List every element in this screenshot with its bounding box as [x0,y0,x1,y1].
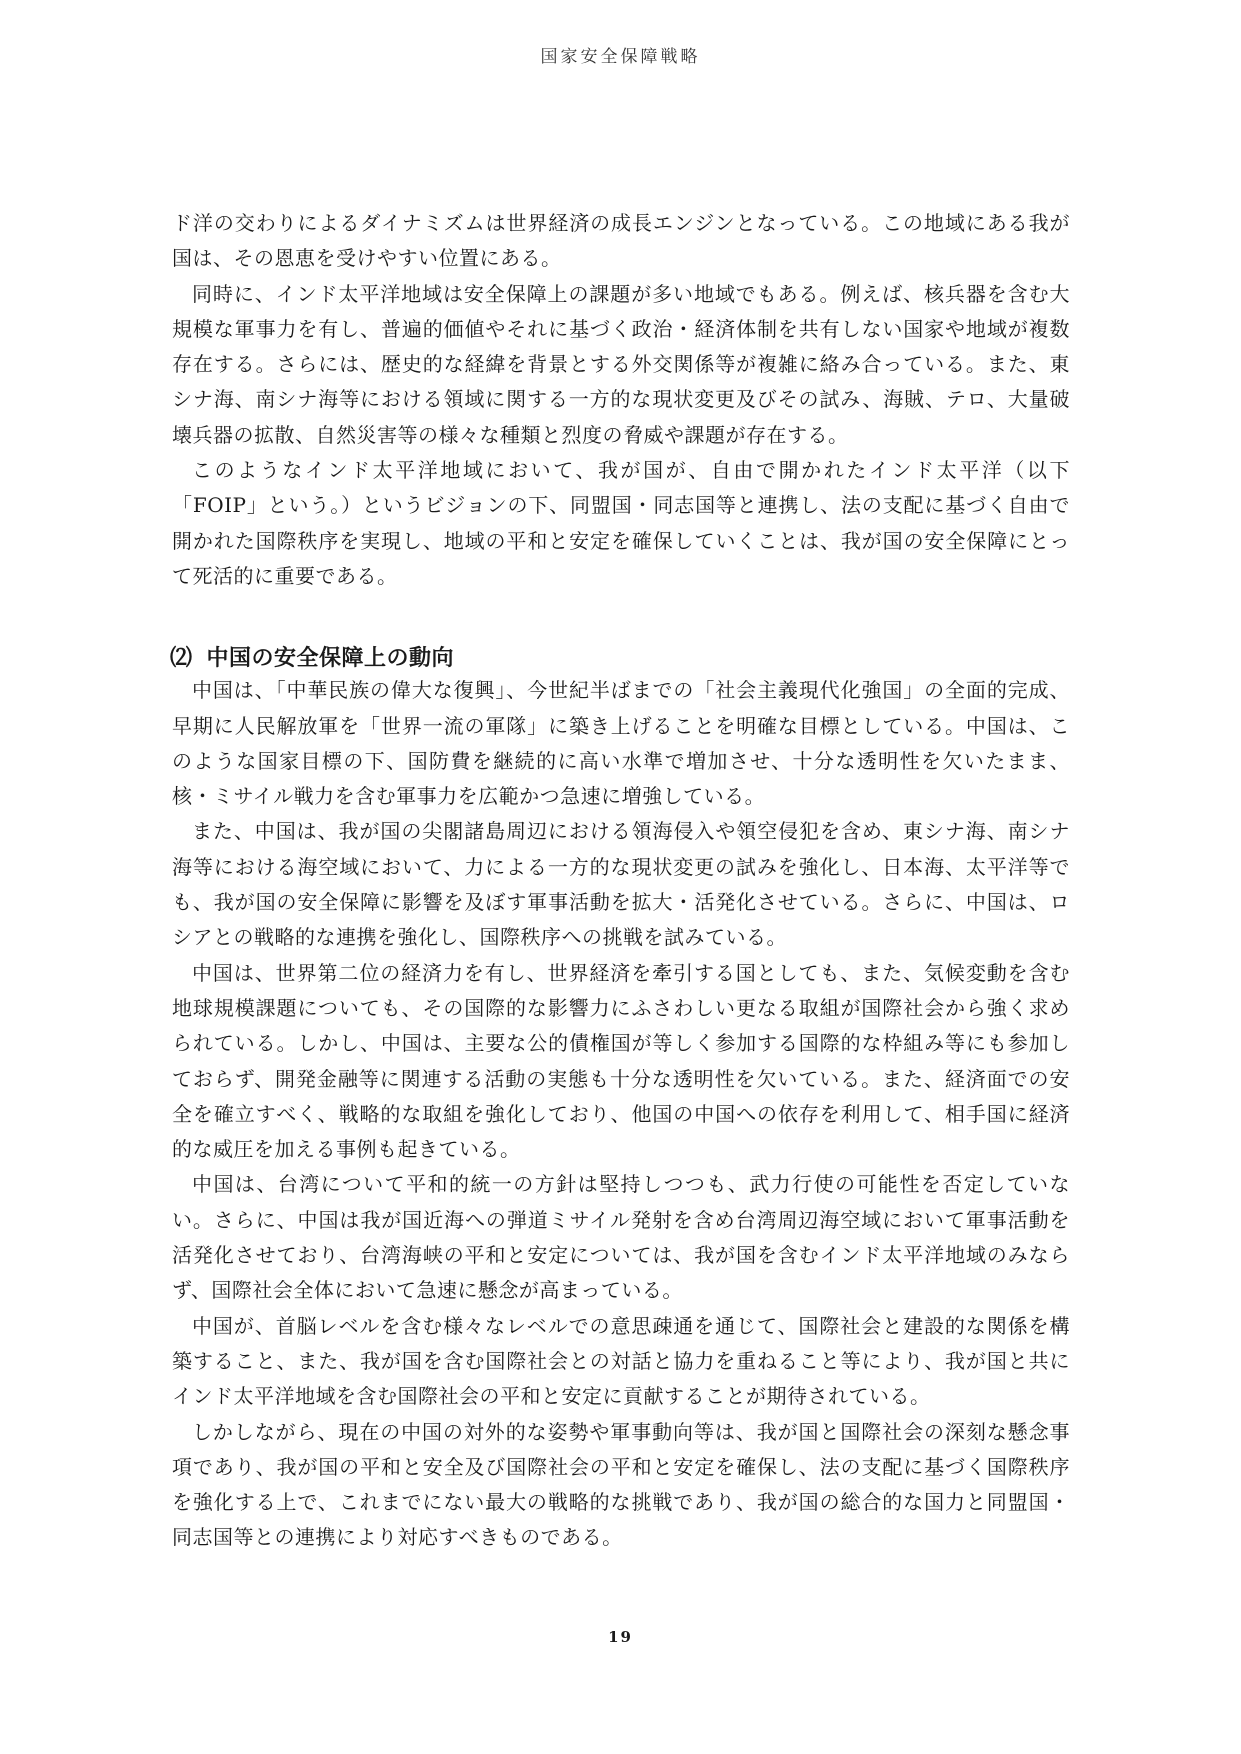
body-text [172,206,1070,1556]
running-header: 国家安全保障戦略 [540,47,701,67]
page-number: 19 [608,1628,633,1646]
paragraph: 中国は、「中華民族の偉大な復興」、今世紀半ばまでの「社会主義現代化強国」の全面的完成、早期に人民解放軍を「世界一流の軍隊」に築き上げることを明確な目標としている。中国は、このような国家目標の下、国防費を継続的に高い水準で増加させ、十分な透明性を欠いたまま、核・ミサイル戦力を含む軍事力を広範かつ急速に増強している。 [172,678,1070,809]
section-title: 中国の安全保障上の動向 [206,645,455,672]
paragraph: しかしながら、現在の中国の対外的な姿勢や軍事動向等は、我が国と国際社会の深刻な懸念事項であり、我が国の平和と安全及び国際社会の平和と安定を確保し、法の支配に基づく国際秩序を強化する上で、これまでにない最大の戦略的な挑戦であり、我が国の総合的な国力と同盟国・同志国等との連携により対応すべきものである。 [172,1419,1070,1550]
paragraph: 中国は、台湾について平和的統一の方針は堅持しつつも、武力行使の可能性を否定していない。さらに、中国は我が国近海への弾道ミサイル発射を含め台湾周辺海空域において軍事活動を活発化させており、台湾海峡の平和と安定については、我が国を含むインド太平洋地域のみならず、国際社会全体において急速に懸念が高まっている。 [172,1172,1070,1303]
paragraph: 同時に、インド太平洋地域は安全保障上の課題が多い地域でもある。例えば、核兵器を含む大規模な軍事力を有し、普遍的価値やそれに基づく政治・経済体制を共有しない国家や地域が複数存在する。さらには、歴史的な経緯を背景とする外交関係等が複雑に絡み合っている。また、東シナ海、南シナ海等における領域に関する一方的な現状変更及びその試み、海賊、テロ、大量破壊兵器の拡散、自然災害等の様々な種類と烈度の脅威や課題が存在する。 [172,281,1070,447]
section-number: ⑵ [170,645,193,672]
paragraph: ド洋の交わりによるダイナミズムは世界経済の成長エンジンとなっている。この地域にある我が国は、その恩恵を受けやすい位置にある。 [172,211,1070,271]
paragraph: 中国は、世界第二位の経済力を有し、世界経済を牽引する国としても、また、気候変動を含む地球規模課題についても、その国際的な影響力にふさわしい更なる取組が国際社会から強く求められている。しかし、中国は、主要な公的債権国が等しく参加する国際的な枠組み等にも参加しておらず、開発金融等に関連する活動の実態も十分な透明性を欠いている。また、経済面での安全を確立すべく、戦略的な取組を強化しており、他国の中国への依存を利用して、相手国に経済的な威圧を加える事例も起きている。 [172,960,1070,1162]
paragraph: また、中国は、我が国の尖閣諸島周辺における領海侵入や領空侵犯を含め、東シナ海、南シナ海等における海空域において、力による一方的な現状変更の試みを強化し、日本海、太平洋等でも、我が国の安全保障に影響を及ぼす軍事活動を拡大・活発化させている。さらに、中国は、ロシアとの戦略的な連携を強化し、国際秩序への挑戦を試みている。 [172,819,1070,950]
paragraph: このようなインド太平洋地域において、我が国が、自由で開かれたインド太平洋（以下「FOIP」という。）というビジョンの下、同盟国・同志国等と連携し、法の支配に基づく自由で開かれた国際秩序を実現し、地域の平和と安定を確保していくことは、我が国の安全保障にとって死活的に重要である。 [172,458,1070,588]
paragraph: 中国が、首脳レベルを含む様々なレベルでの意思疎通を通じて、国際社会と建設的な関係を構築すること、また、我が国を含む国際社会との対話と協力を重ねること等により、我が国と共にインド太平洋地域を含む国際社会の平和と安定に貢献することが期待されている。 [172,1313,1070,1409]
section-heading [170,643,1070,673]
